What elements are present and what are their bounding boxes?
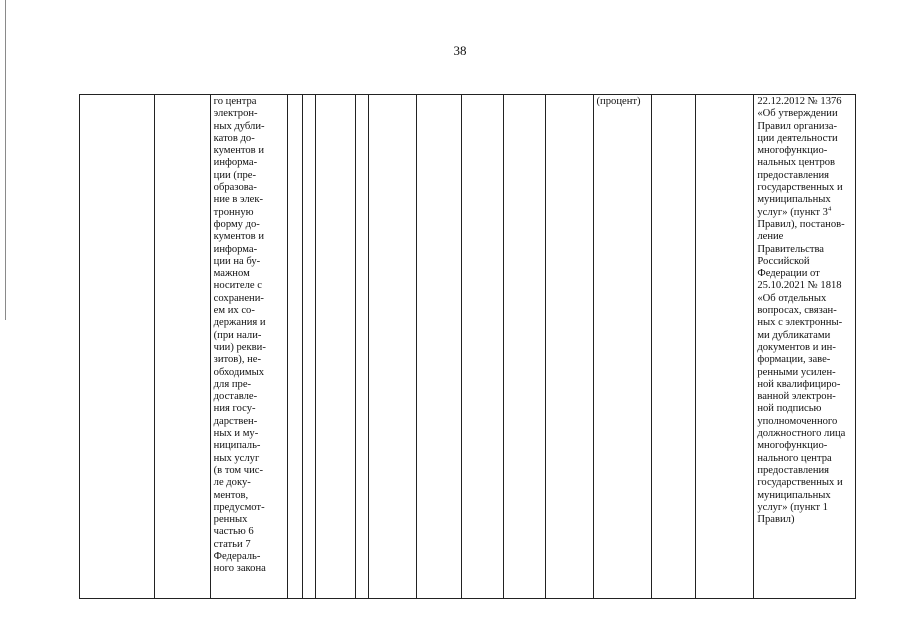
service-description-text <box>214 96 284 576</box>
table-cell-12 <box>546 95 593 599</box>
description-line: информа- <box>213 243 258 255</box>
description-line: образова- <box>213 182 257 194</box>
table-cell-2 <box>155 95 210 599</box>
description-line: держания и <box>213 317 266 329</box>
description-line: информа- <box>213 157 258 169</box>
table-cell-15 <box>696 95 754 599</box>
table-row <box>80 95 856 599</box>
description-line: доставле- <box>213 391 258 403</box>
description-line: ренных <box>213 514 248 526</box>
table-cell-10 <box>461 95 503 599</box>
description-line: дарствен- <box>213 415 258 427</box>
description-line: Федераль- <box>213 550 261 562</box>
description-line: ния госу- <box>213 403 256 415</box>
table-cell-11 <box>504 95 546 599</box>
description-line: ных услуг <box>213 452 260 464</box>
unit-cell <box>593 95 651 599</box>
legal-basis-text: 22.12.2012 № 1376 «Об утверждении Правил организа- ции деятельности многофункцио- нальных центров предоставления государственных и муниципальных услуг» (пункт $3^4$ Правил), постанов- ление Правительства Российской Федерации от 25.10.2021 № 1818 «Об отдельных вопросах, связан- ных с электронны- ми дубликатами документов и ин- формации, заве- ренными усилен- ной квалифициро- ванной электрон- ной подписью уполномоченного должностного лица многофункцио- нального центра предоставления государственных и муниципальных услуг» (пункт 1 Правил) <box>757 96 846 526</box>
table-cell-7 <box>356 95 369 599</box>
description-line: форму до- <box>213 218 260 230</box>
legal-basis-cell <box>754 95 856 599</box>
table-cell-5 <box>303 95 316 599</box>
description-line: ем их со- <box>213 305 255 317</box>
service-description-cell <box>210 95 287 599</box>
description-line: мажном <box>213 268 250 280</box>
description-line: ных и му- <box>213 428 259 440</box>
description-line: (при нали- <box>213 329 262 341</box>
description-line: (в том чис- <box>213 464 263 476</box>
description-line: для пре- <box>213 378 252 390</box>
description-line: статьи 7 <box>213 538 251 550</box>
description-line: зитов), не- <box>213 354 262 366</box>
description-line: сохранени- <box>213 292 264 304</box>
description-line: предусмот- <box>213 501 265 513</box>
table-cell-8 <box>369 95 416 599</box>
description-line: электрон- <box>213 108 258 120</box>
description-line: ного закона <box>213 563 266 575</box>
description-line: ле доку- <box>213 477 251 489</box>
description-line: ментов, <box>213 489 249 501</box>
description-line: чии) рекви- <box>213 341 266 353</box>
table-cell-9 <box>416 95 461 599</box>
table-cell-1 <box>80 95 155 599</box>
description-line: ции на бу- <box>213 255 261 267</box>
description-line: ции (пре- <box>213 169 257 181</box>
page-number: 38 <box>453 43 467 58</box>
table-cell-6 <box>316 95 356 599</box>
description-line: носителе с <box>213 280 262 292</box>
superscript-index: 4 <box>827 205 832 213</box>
description-line: го центра <box>213 96 257 107</box>
description-line: кументов и <box>213 145 264 157</box>
description-line: ных дубли- <box>213 120 265 132</box>
description-line: обходимых <box>213 366 265 378</box>
document-table <box>79 94 856 599</box>
description-line: катов до- <box>213 132 255 144</box>
description-line: ние в элек- <box>213 194 264 206</box>
table-cell-4 <box>288 95 303 599</box>
description-line: кументов и <box>213 231 264 243</box>
left-margin-rule <box>5 0 6 320</box>
table-cell-14 <box>651 95 695 599</box>
description-line: ниципаль- <box>213 440 261 452</box>
description-line: частью 6 <box>213 526 254 538</box>
description-line: тронную <box>213 206 254 218</box>
unit-text: (процент) <box>596 96 641 107</box>
